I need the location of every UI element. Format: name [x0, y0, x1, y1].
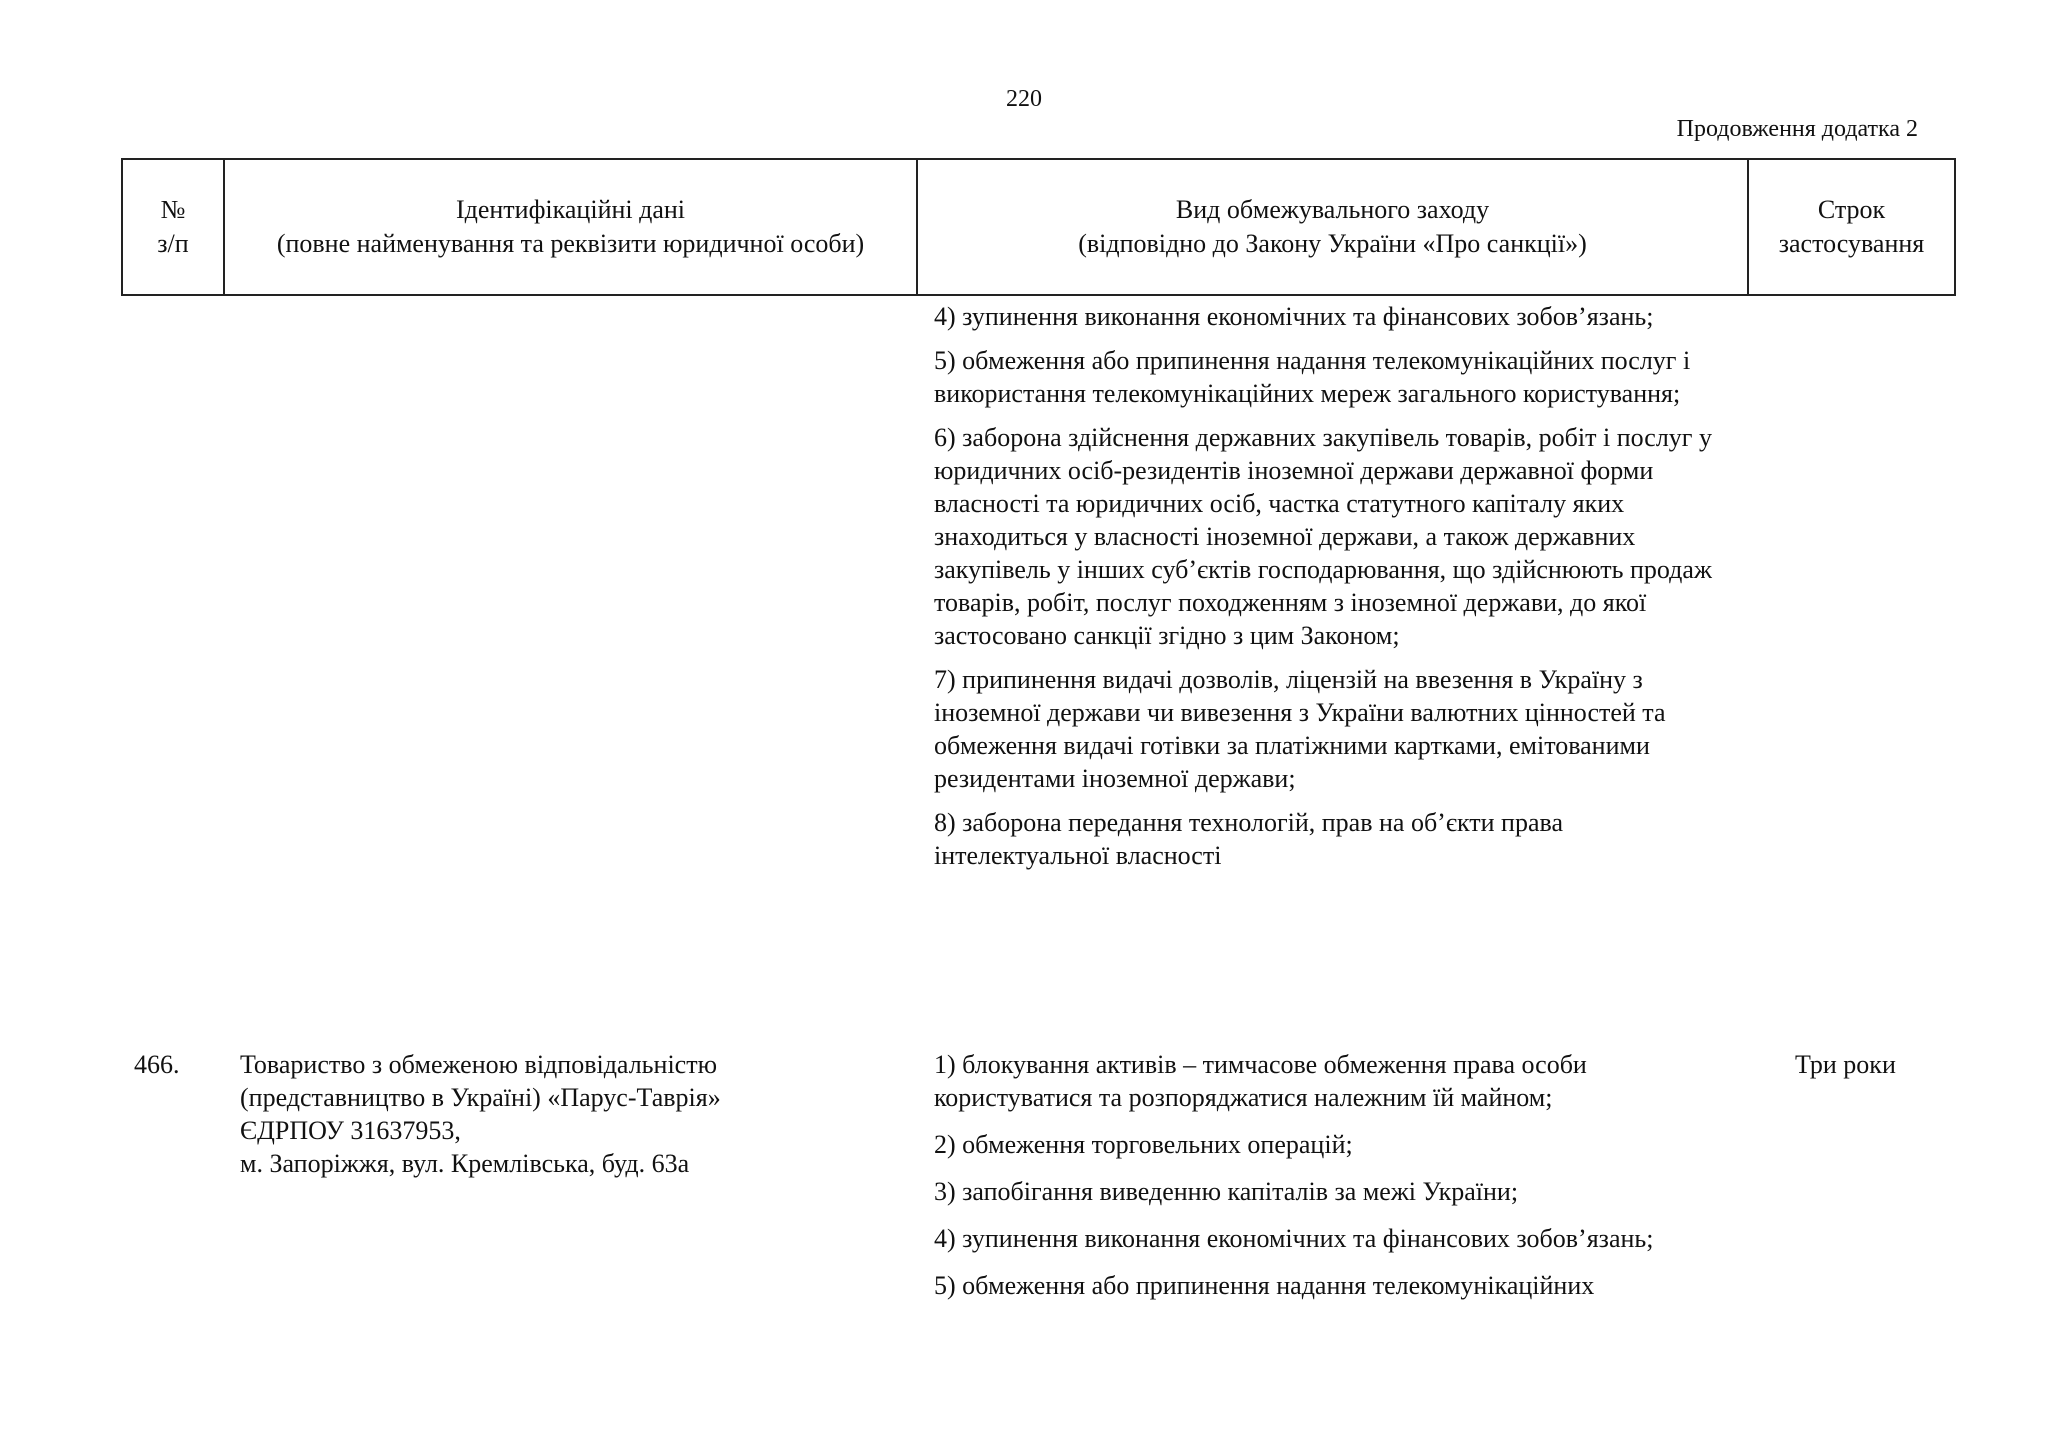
- measure-item: 2) обмеження торговельних операцій;: [934, 1130, 1353, 1159]
- header-term: [1748, 159, 1955, 295]
- measure-item: 3) запобігання виведенню капіталів за межі України;: [934, 1177, 1519, 1206]
- measure-item: 4) зупинення виконання економічних та фінансових зобов’язань;: [934, 302, 1654, 331]
- header-number-line-2: з/п: [157, 229, 189, 258]
- measure-item: 6) заборона здійснення державних закупівель товарів, робіт і послуг у юридичних осіб-резидентів іноземної держави державної форми власності та юридичних осіб, частка статутного капіталу яких знаходиться у власності іноземної держави, а також державних закупівель у інших суб’єктів господарювання, що здійснюють продаж товарів, робіт, послуг походженням з іноземної держави, до якої застосовано санкції згідно з цим Законом;: [934, 423, 1712, 650]
- entity-name-line-2: (представництво в Україні) «Парус-Таврія»: [240, 1083, 721, 1112]
- header-term-line-2: застосування: [1778, 229, 1925, 258]
- header-identification: [224, 159, 917, 295]
- entity-name-line-1: Товариство з обмеженою відповідальністю: [240, 1050, 717, 1079]
- table-header: [121, 158, 1956, 296]
- header-measure-line-2: (відповідно до Закону України «Про санкції»): [1078, 229, 1587, 258]
- measure-item: 5) обмеження або припинення надання телекомунікаційних послуг і використання телекомунікаційних мереж загального користування;: [934, 346, 1691, 408]
- entity-code: ЄДРПОУ 31637953,: [240, 1116, 461, 1145]
- entry-term: Три роки: [1795, 1050, 1896, 1079]
- page-number: 220: [1006, 86, 1042, 112]
- header-number: [122, 159, 224, 295]
- entity-details: [240, 1048, 900, 1180]
- header-term-line-1: Строк: [1817, 195, 1886, 224]
- header-identification-line-2: (повне найменування та реквізити юридичної особи): [276, 229, 865, 258]
- measure-item: 4) зупинення виконання економічних та фінансових зобов’язань;: [934, 1224, 1654, 1253]
- entity-address: м. Запоріжжя, вул. Кремлівська, буд. 63а: [240, 1149, 690, 1178]
- continued-measures-list: [934, 300, 1734, 883]
- measure-item: 1) блокування активів – тимчасове обмеження права особи користуватися та розпоряджатися належним їй майном;: [934, 1050, 1587, 1112]
- entry-number: 466.: [134, 1050, 180, 1079]
- header-number-line-1: №: [160, 195, 186, 224]
- header-measure: [917, 159, 1748, 295]
- continuation-label: Продовження додатка 2: [1676, 116, 1918, 142]
- header-identification-line-1: Ідентифікаційні дані: [455, 195, 686, 224]
- entry-measures-list: [934, 1048, 1734, 1316]
- measure-item: 7) припинення видачі дозволів, ліцензій на ввезення в Україну з іноземної держави чи вивезення з України валютних цінностей та обмеження видачі готівки за платіжними картками, емітованими резидентами іноземної держави;: [934, 665, 1666, 793]
- header-measure-line-1: Вид обмежувального заходу: [1175, 195, 1490, 224]
- measure-item: 8) заборона передання технологій, прав на об’єкти права інтелектуальної власності: [934, 808, 1563, 870]
- measure-item: 5) обмеження або припинення надання телекомунікаційних: [934, 1271, 1595, 1300]
